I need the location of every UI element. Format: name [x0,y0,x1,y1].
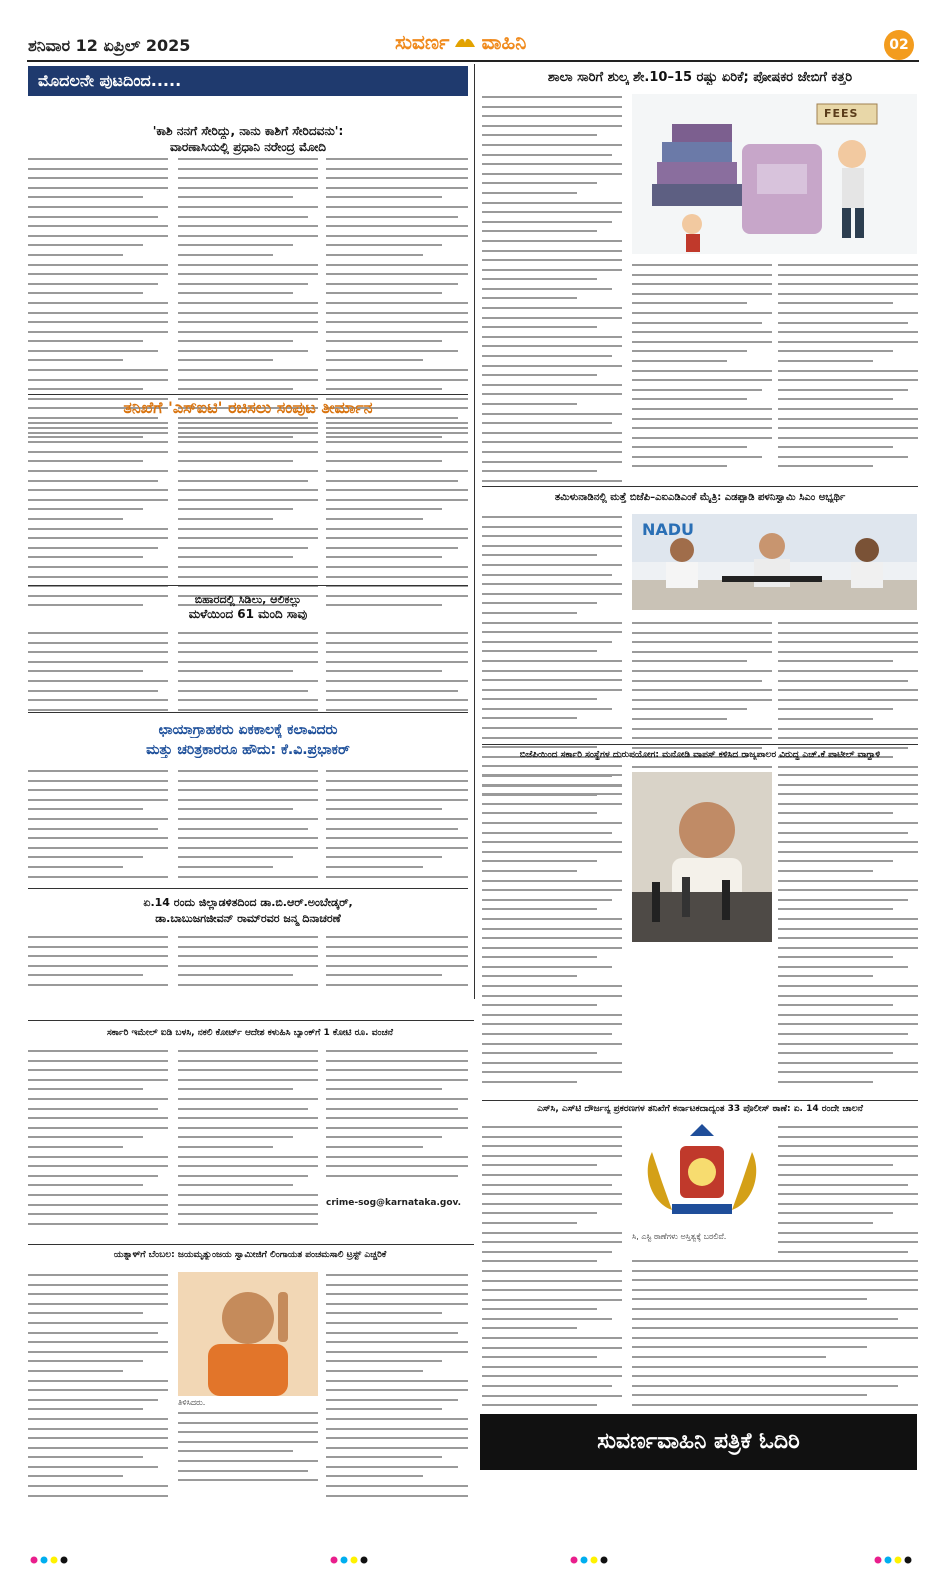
page-number: 02 [889,37,909,53]
story5-headline-line2: ಡಾ.ಬಾಬುಜಗಜೀವನ್ ರಾಮ್‌ರವರ ಜನ್ಮ ದಿನಾಚರಣೆ [155,912,341,925]
brand-logo [395,30,635,58]
right-story1-body-col1 [482,96,622,489]
story5-body-col2 [178,936,318,994]
issue-date: ಶನಿವಾರ 12 ಏಪ್ರಿಲ್ 2025 [28,36,191,55]
right-story4-body-col2 [778,1126,918,1260]
bottom-story2-body-col3 [326,1274,468,1504]
story5-body-col3 [326,936,468,994]
story4-body-col2 [178,770,318,885]
bottom-story2-body-col2 [178,1412,318,1489]
minister-photo [632,772,772,942]
story2-headline: ತನಿಖೆಗೆ 'ಎಸ್‌ಐಟಿ' ರಚಿಸಲು ಸಂಪುಟ ತೀರ್ಮಾನ [123,398,373,417]
bottom-story1-body-col1 [28,1050,168,1232]
promo-text: ಸುವರ್ಣವಾಹಿನಿ ಪತ್ರಿಕೆ ಓದಿರಿ [597,1429,800,1454]
story3-body-col1 [28,632,168,718]
story4-body-col1 [28,770,168,885]
print-registration-marks [28,1550,918,1560]
banner-text: NADU [642,520,695,539]
story5-body-col1 [28,936,168,994]
story-divider [28,888,468,889]
contact-email: crime-sog@karnataka.gov. [326,1198,462,1208]
story1-headline-line2: ವಾರಣಾಸಿಯಲ್ಲಿ ಪ್ರಧಾನಿ ನರೇಂದ್ರ ಮೋದಿ [169,140,327,154]
state-emblem [632,1122,772,1222]
promo-banner [480,1414,917,1470]
right-story4-body-col3 [632,1260,918,1414]
right-story3-headline: ಬಿಜೆಪಿಯಿಂದ ಸರ್ಕಾರಿ ಸಂಸ್ಥೆಗಳ ದುರುಪಯೋಗ: ಮನೋಡಿ ವಾಪಸ್ ಕಳಿಸಿದ ರಾಜ್ಯಪಾಲರ ವಿರುದ್ಧ ಎಚ್.ಕೆ ಪಾಟೀಲ್ ವಾಗ್ದಾಳಿ [519,750,881,760]
right-story3-body-col1 [482,774,622,1091]
bottom-story2-body-col1 [28,1274,168,1504]
emblem-caption: ಸಿ, ಎಸ್ಟಿ ಠಾಣೆಗಳು ಅಸ್ತಿತ್ವಕ್ಕೆ ಬರಲಿವೆ. [632,1232,727,1241]
fees-illustration [632,94,917,254]
story-divider [482,486,918,487]
story4-headline-line1: ಛಾಯಾಗ್ರಾಹಕರು ಏಕಕಾಲಕ್ಕೆ ಕಲಾವಿದರು [158,722,338,738]
story4-headline-line2: ಮತ್ತು ಚರಿತ್ರಕಾರರೂ ಹೌದು: ಕೆ.ವಿ.ಪ್ರಭಾಕರ್ [146,742,350,758]
story-divider [482,744,918,745]
story-divider [28,394,468,395]
story1-headline-line1: 'ಕಾಶಿ ನನಗೆ ಸೇರಿದ್ದು, ನಾನು ಕಾಶಿಗೆ ಸೇರಿದವನು': [152,124,344,138]
story-divider [28,585,468,586]
right-story1-body-col3 [778,264,918,475]
bottom-story2-headline: ಯತ್ನಾಳ್‌ಗೆ ಬೆಂಬಲ: ಜಯಮೃತ್ಯುಂಜಯ ಸ್ವಾಮೀಜಿಗೆ ಲಿಂಗಾಯತ ಪಂಚಮಸಾಲಿ ಟ್ರಸ್ಟ್ ಎಚ್ಚರಿಕೆ [113,1250,387,1260]
right-story1-body-col2 [632,264,772,475]
swamiji-photo [178,1272,318,1396]
bottom-story1-body-col2 [178,1050,318,1232]
section-header [28,66,468,96]
story-divider [28,1244,474,1245]
right-story4-headline: ಎಸ್‌ಸಿ, ಎಸ್‌ಟಿ ದೌರ್ಜನ್ಯ ಪ್ರಕರಣಗಳ ತನಿಖೆಗೆ ಕರ್ನಾಟಕದಾದ್ಯಂತ 33 ಪೊಲೀಸ್ ಠಾಣೆ: ಏ. 14 ರಂದೇ ಚಾಲನೆ [537,1104,863,1114]
masthead-rule [27,60,919,62]
right-story2-headline: ತಮಿಳುನಾಡಿನಲ್ಲಿ ಮತ್ತೆ ಬಿಜೆಪಿ–ಎಐಎಡಿಎಂಕೆ ಮೈತ್ರಿ: ಎಡಪ್ಪಾಡಿ ಪಳನಿಸ್ವಾಮಿ ಸಿಎಂ ಅಭ್ಯರ್ಥಿ [554,492,846,503]
story5-headline-line1: ಏ.14 ರಂದು ಜಿಲ್ಲಾಡಳಿತದಿಂದ ಡಾ.ಬಿ.ಆರ್.ಅಂಬೇಡ್ಕರ್, [143,896,353,909]
lotus-icon [454,34,476,48]
brand-name-part2: ವಾಹಿನಿ [481,30,527,54]
right-story2-body-col1 [482,516,622,804]
story3-headline-line1: ಬಿಹಾರದಲ್ಲಿ ಸಿಡಿಲು, ಆಲಿಕಲ್ಲು [194,593,302,606]
brand-name-part1: ಸುವರ್ಣ [395,30,450,54]
story3-headline-line2: ಮಳೆಯಿಂದ 61 ಮಂದಿ ಸಾವು [188,607,308,621]
fees-sign-label: FEES [824,107,859,120]
story3-body-col3 [326,632,468,718]
story-divider [482,1100,918,1101]
right-story1-headline: ಶಾಲಾ ಸಾರಿಗೆ ಶುಲ್ಕ ಶೇ.10–15 ರಷ್ಟು ಏರಿಕೆ; ಪೋಷಕರ ಜೇಬಿಗೆ ಕತ್ತರಿ [547,70,853,85]
right-story3-body-col2 [778,774,918,1091]
right-story4-body-col1 [482,1126,622,1452]
story3-body-col2 [178,632,318,718]
column-divider [474,64,475,999]
story4-body-col3 [326,770,468,885]
page-number-badge [884,30,914,60]
story-divider [28,712,468,713]
masthead [0,0,945,60]
story-divider [28,1020,474,1021]
bottom-story1-headline: ಸರ್ಕಾರಿ ಇಮೇಲ್ ಐಡಿ ಬಳಸಿ, ನಕಲಿ ಕೋರ್ಟ್ ಆದೇಶ ಕಳುಹಿಸಿ ಬ್ಯಾಂಕ್‌ಗೆ 1 ಕೋಟಿ ರೂ. ವಂಚನೆ [106,1028,394,1038]
photo-caption: ತಿಳಿಸಿದರು. [178,1398,206,1407]
press-meet-photo [632,514,917,610]
section-title: ಮೊದಲನೇ ಪುಟದಿಂದ..... [38,71,182,90]
bottom-story1-body-col3 [326,1050,468,1184]
